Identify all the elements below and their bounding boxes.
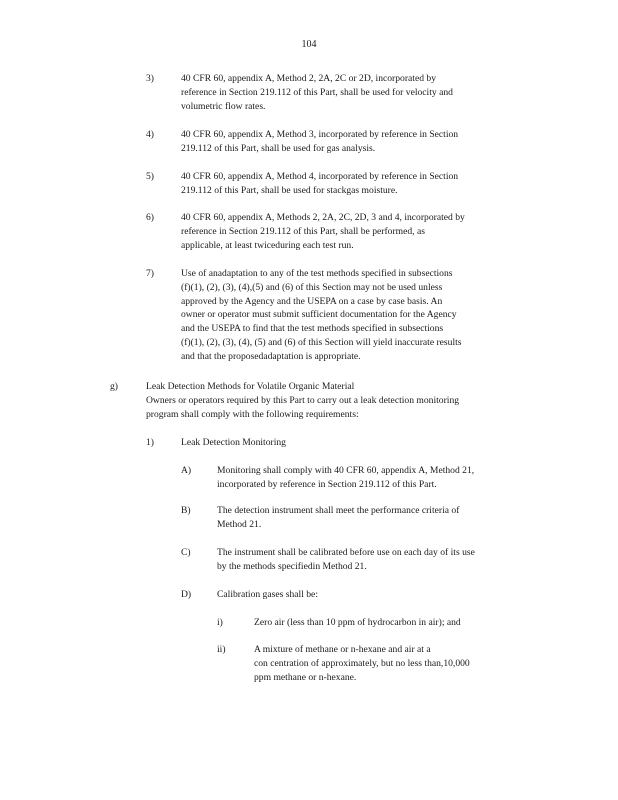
item-6-line: reference in Section 219.112 of this Part, shall be performed, as [181, 225, 425, 237]
item-3-line: volumetric flow rates. [181, 100, 266, 112]
item-ii-line: A mixture of methane or n-hexane and air at a [254, 644, 431, 655]
section-g-line: program shall comply with the following requirements: [146, 408, 359, 420]
item-6-text [181, 211, 465, 252]
subsection-1-marker: 1) [146, 437, 154, 448]
item-B-marker: B) [181, 505, 191, 516]
item-i-marker: i) [217, 617, 223, 628]
section-g-line: Leak Detection Methods for Volatile Organic Material [146, 381, 355, 392]
item-7-line: approved by the Agency and the USEPA on a case by case basis. An [181, 295, 443, 307]
item-ii-marker: ii) [217, 644, 226, 655]
item-6-line: applicable, at least twiceduring each test run. [181, 239, 354, 251]
item-3-line: reference in Section 219.112 of this Part, shall be used for velocity and [181, 86, 453, 98]
item-3-line: 40 CFR 60, appendix A, Method 2, 2A, 2C or 2D, incorporated by [181, 73, 437, 84]
item-7-text [181, 267, 462, 364]
subsection-1-line: Leak Detection Monitoring [181, 437, 286, 448]
section-g-line: Owners or operators required by this Part to carry out a leak detection monitoring [146, 394, 460, 406]
item-4-line: 219.112 of this Part, shall be used for gas analysis. [181, 142, 376, 154]
item-7-line: and that the proposedadaptation is appropriate. [181, 350, 361, 362]
section-g-marker: g) [110, 381, 118, 392]
item-C-line: The instrument shall be calibrated before use on each day of its use [217, 547, 475, 558]
item-ii-line: con centration of approximately, but no less than,10,000 [254, 657, 470, 669]
item-4-text [181, 128, 458, 156]
item-7-line: (f)(1), (2), (3), (4),(5) and (6) of this Section may not be used unless [181, 281, 443, 293]
item-4-line: 40 CFR 60, appendix A, Method 3, incorporated by reference in Section [181, 129, 459, 140]
item-7-line: (f)(1), (2), (3), (4), (5) and (6) of this Section will yield inaccurate results [181, 336, 462, 348]
item-A-line: incorporated by reference in Section 219.112 of this Part. [217, 478, 437, 490]
item-3-text [181, 72, 453, 113]
item-ii-line: ppm methane or n-hexane. [254, 671, 357, 683]
item-D-marker: D) [181, 589, 192, 600]
item-7-line: owner or operator must submit sufficient documentation for the Agency [181, 309, 457, 321]
item-C-line: by the methods specifiedin Method 21. [217, 560, 367, 572]
item-5-text [181, 170, 458, 198]
item-D-line: Calibration gases shall be: [217, 589, 318, 600]
item-B-line: Method 21. [217, 518, 262, 530]
item-C-text [217, 546, 475, 574]
item-i-line: Zero air (less than 10 ppm of hydrocarbon in air); and [254, 617, 461, 628]
section-g-text [146, 380, 459, 421]
item-D-text [217, 588, 318, 602]
item-7-marker: 7) [146, 268, 154, 279]
item-6-marker: 6) [146, 212, 154, 223]
item-ii-text [254, 643, 470, 684]
item-3-marker: 3) [146, 73, 154, 84]
item-5-marker: 5) [146, 171, 154, 182]
item-6-line: 40 CFR 60, appendix A, Methods 2, 2A, 2C, 2D, 3 and 4, incorporated by [181, 212, 465, 223]
subsection-1-text [181, 436, 286, 450]
item-C-marker: C) [181, 547, 191, 558]
item-B-text [217, 504, 459, 532]
item-A-marker: A) [181, 465, 192, 476]
item-7-line: and the USEPA to find that the test methods specified in subsections [181, 323, 444, 335]
item-7-line: Use of anadaptation to any of the test methods specified in subsections [181, 268, 453, 279]
item-5-line: 40 CFR 60, appendix A, Method 4, incorporated by reference in Section [181, 171, 459, 182]
item-i-text [254, 616, 461, 630]
item-4-marker: 4) [146, 129, 154, 140]
item-5-line: 219.112 of this Part, shall be used for stackgas moisture. [181, 184, 398, 196]
page-number: 104 [301, 39, 317, 50]
item-A-line: Monitoring shall comply with 40 CFR 60, appendix A, Method 21, [217, 465, 475, 476]
item-B-line: The detection instrument shall meet the performance criteria of [217, 505, 460, 516]
item-A-text [217, 464, 474, 492]
